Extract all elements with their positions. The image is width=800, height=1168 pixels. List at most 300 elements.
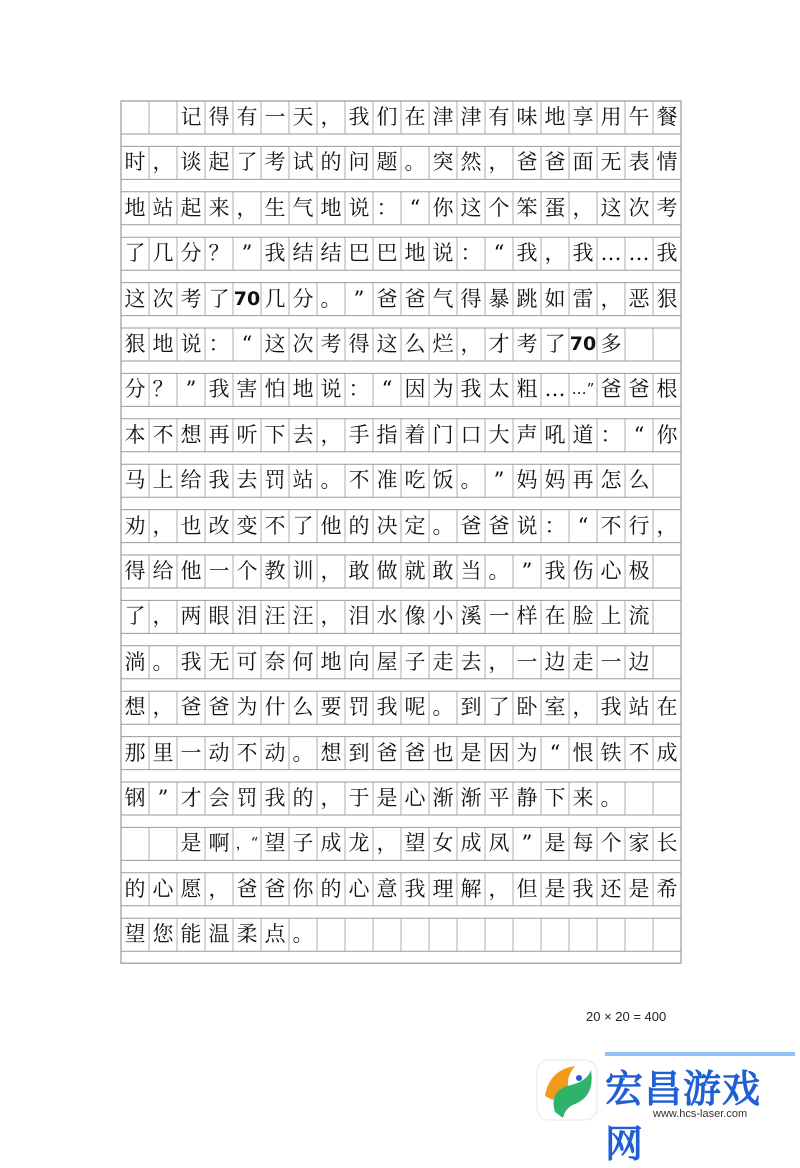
grid-cell: 站 [628, 695, 650, 720]
grid-cell: 动 [208, 740, 230, 765]
grid-cell: ， [572, 195, 594, 220]
grid-cell: 溪 [460, 604, 482, 629]
grid-cell: 准 [376, 468, 398, 493]
grid-cell: 改 [208, 513, 230, 538]
grid-cell: 个 [488, 195, 510, 220]
grid-cell: 个 [236, 559, 258, 583]
grid-cell: 爸 [544, 150, 566, 175]
grid-cell: … [544, 377, 566, 402]
grid-cell: 到 [460, 695, 482, 720]
grid-cell: 问 [348, 150, 370, 175]
grid-cell: 屋 [376, 649, 398, 674]
grid-cell: 是 [544, 876, 566, 901]
grid-cell: 这 [264, 332, 286, 356]
grid-cell: 试 [292, 150, 314, 175]
grid-cell: 心 [600, 559, 622, 583]
grid-cell: 在 [404, 105, 426, 129]
grid-cell: 像 [404, 604, 426, 629]
grid-cell: 。 [488, 559, 510, 583]
essay-line [121, 419, 681, 452]
grid-cell: ， [544, 241, 566, 266]
grid-cell: 我 [376, 695, 398, 720]
grid-cell: 爸 [628, 377, 650, 402]
grid-cell: ， [376, 831, 398, 856]
grid-cell [653, 782, 681, 815]
watermark-accent-bar [605, 1052, 795, 1056]
grid-cell: 我 [348, 105, 370, 129]
grid-cell: 敢 [348, 559, 370, 583]
grid-cell: 爸 [180, 695, 202, 720]
grid-cell: 平 [488, 786, 510, 810]
grid-cell: 们 [376, 105, 398, 129]
grid-cell: 样 [516, 604, 538, 629]
grid-cell: 来 [572, 786, 594, 810]
grid-cell: 解 [460, 876, 482, 901]
grid-cell: 边 [628, 649, 650, 674]
grid-cell: 地 [292, 377, 314, 402]
grid-cell: 爸 [600, 377, 622, 402]
grid-cell: 子 [292, 831, 314, 856]
grid-cell: 给 [152, 559, 174, 583]
grid-cell: 你 [292, 876, 314, 901]
grid-cell: 你 [432, 195, 454, 220]
grid-cell [541, 918, 569, 951]
grid-cell: 考 [656, 195, 678, 220]
grid-cell: 你 [656, 422, 678, 447]
grid-cell: 的 [124, 876, 146, 901]
grid-cell: 了 [544, 332, 566, 356]
grid-cell: 罚 [348, 695, 370, 720]
grid-cell: 小 [432, 604, 454, 629]
grid-cell: 给 [180, 468, 202, 493]
grid-cell: 根 [656, 377, 678, 402]
grid-cell: 一 [488, 604, 510, 629]
grid-cell: 不 [236, 740, 258, 765]
grid-cell: 就 [404, 559, 426, 583]
grid-cell: 用 [600, 105, 622, 129]
grid-cell: “ [381, 377, 393, 402]
grid-cell: 劝 [124, 513, 146, 538]
grid-cell: 我 [208, 377, 230, 402]
grid-cell: 大 [488, 422, 510, 447]
grid-cell: 边 [544, 649, 566, 674]
grid-cell: ” [521, 831, 533, 856]
grid-cell: 爸 [208, 695, 230, 720]
essay-line [121, 283, 681, 316]
grid-cell: 泪 [348, 604, 370, 629]
grid-cell: 来 [208, 195, 230, 220]
grid-cell: 如 [544, 286, 566, 311]
grid-cell: 爸 [404, 286, 426, 311]
grid-cell: 味 [516, 105, 538, 129]
grid-cell: 为 [516, 740, 538, 765]
grid-cell: “ [549, 740, 561, 765]
grid-cell: 爸 [376, 286, 398, 311]
grid-cell: 着 [404, 422, 426, 447]
grid-cell: 吃 [404, 468, 426, 493]
grid-cell: 马 [124, 468, 146, 493]
grid-cell [121, 101, 149, 134]
grid-cell: 女 [432, 831, 454, 856]
grid-cell: 妈 [516, 468, 538, 493]
grid-cell: “ [577, 513, 589, 538]
grid-cell: 走 [432, 649, 454, 674]
grid-cell [625, 918, 653, 951]
grid-cell: ？ [208, 241, 230, 266]
grid-cell: 口 [460, 422, 482, 447]
grid-cell: 多 [600, 332, 622, 356]
grid-cell: 声 [516, 422, 538, 447]
grid-cell: 才 [488, 332, 510, 356]
grid-cell: 不 [152, 422, 174, 447]
dragon-logo-icon [535, 1056, 599, 1124]
grid-cell: 几 [152, 241, 174, 266]
grid-cell: 次 [152, 286, 174, 311]
grid-cell: “ [633, 422, 645, 447]
grid-cell: 说 [180, 332, 202, 356]
grid-cell: 爸 [488, 513, 510, 538]
grid-cell [597, 918, 625, 951]
grid-cell: 么 [292, 695, 314, 720]
grid-cell: 罚 [264, 468, 286, 493]
grid-cell: 柔 [236, 922, 258, 947]
grid-cell: 我 [544, 559, 566, 583]
grid-cell [121, 827, 149, 860]
grid-cell: 午 [628, 105, 650, 129]
watermark-url: www.hcs-laser.com [653, 1108, 748, 1120]
grid-cell [653, 464, 681, 497]
grid-cell: 里 [152, 740, 174, 765]
grid-cell: 的 [320, 150, 342, 175]
grid-cell: 我 [180, 649, 202, 674]
essay-line [121, 464, 681, 497]
grid-cell [485, 918, 513, 951]
grid-cell: 在 [656, 695, 678, 720]
grid-cell: 得 [124, 559, 146, 583]
grid-cell: 一 [180, 740, 202, 765]
grid-cell: 津 [432, 105, 454, 129]
grid-cell: 个 [600, 831, 622, 856]
grid-cell [317, 918, 345, 951]
grid-cell: 是 [376, 786, 398, 810]
grid-cell: 蛋 [544, 195, 566, 220]
grid-cell: 这 [600, 195, 622, 220]
grid-cell: 做 [376, 559, 398, 583]
grid-cell: 了 [124, 604, 146, 629]
grid-cell: 考 [320, 332, 342, 356]
essay-line [121, 510, 681, 543]
grid-cell: 那 [124, 740, 146, 765]
grid-cell: 望 [264, 831, 286, 856]
grid-cell: ： [460, 241, 482, 266]
essay-line [121, 373, 681, 406]
grid-cell: 我 [572, 876, 594, 901]
grid-cell: 我 [516, 241, 538, 266]
grid-cell: 上 [152, 468, 174, 493]
grid-cell: 极 [628, 559, 650, 583]
essay-line [121, 918, 681, 951]
grid-cell: 指 [376, 422, 398, 447]
grid-cell: 考 [180, 286, 202, 311]
grid-cell: 走 [572, 649, 594, 674]
grid-cell: 淌 [124, 649, 146, 674]
grid-cell: 成 [320, 831, 342, 856]
grid-cell: 记 [180, 105, 202, 129]
grid-cell: 了 [124, 241, 146, 266]
grid-cell: 理 [432, 876, 454, 901]
grid-cell: 是 [544, 831, 566, 856]
grid-cell: 室 [544, 695, 566, 720]
essay-line [121, 737, 681, 770]
grid-cell: 训 [292, 559, 314, 583]
grid-cell: 害 [236, 377, 258, 402]
grid-cell: 在 [544, 604, 566, 629]
grid-cell [653, 918, 681, 951]
grid-cell: 爸 [516, 150, 538, 175]
grid-cell: 变 [236, 513, 258, 538]
essay-line [121, 328, 681, 361]
grid-cell: 。 [320, 468, 342, 493]
grid-cell: 再 [208, 422, 230, 447]
grid-cell: 凤 [488, 831, 510, 856]
grid-cell: 气 [292, 195, 314, 220]
grid-cell: 汪 [292, 604, 314, 629]
grid-cell: 家 [628, 831, 650, 856]
grid-cell: 行 [628, 513, 650, 538]
grid-cell: 希 [656, 876, 678, 901]
essay-line [121, 782, 681, 815]
grid-cell: 餐 [656, 105, 678, 129]
grid-cell: 暴 [488, 286, 510, 311]
grid-cell: ， [320, 786, 342, 810]
grid-cell: 啊 [208, 831, 230, 856]
grid-cell: 情 [656, 150, 678, 175]
grid-cell: 要 [320, 695, 342, 720]
grid-cell: 分 [180, 241, 202, 266]
grid-cell: “ [409, 195, 421, 220]
grid-cell: ： [544, 513, 566, 538]
grid-cell: 不 [348, 468, 370, 493]
grid-cell: 望 [124, 922, 146, 947]
grid-cell: 为 [432, 377, 454, 402]
grid-cell: 去 [236, 468, 258, 493]
grid-cell: …” [571, 380, 595, 399]
grid-cell: 铁 [600, 740, 622, 765]
grid-cell: 点 [264, 922, 286, 947]
grid-cell: 呢 [404, 695, 426, 720]
grid-cell: 了 [488, 695, 510, 720]
grid-cell: 我 [656, 241, 678, 266]
grid-cell: 想 [180, 422, 202, 447]
grid-cell: 地 [544, 105, 566, 129]
watermark-site-name: 宏昌游戏网 [605, 1067, 762, 1166]
grid-cell: ， [236, 195, 258, 220]
grid-cell: 说 [320, 377, 342, 402]
grid-cell: ， [208, 876, 230, 901]
grid-cell: 于 [348, 786, 370, 810]
grid-cell: ： [600, 422, 622, 447]
grid-cell: 70 [233, 287, 261, 310]
grid-cell: 爸 [236, 876, 258, 901]
grid-cell: 得 [348, 332, 370, 356]
grid-cell: 定 [404, 513, 426, 538]
grid-cell: 无 [600, 150, 622, 175]
grid-cell: 地 [152, 332, 174, 356]
grid-cell: 我 [208, 468, 230, 493]
grid-cell: 这 [376, 332, 398, 356]
grid-cell: ， [152, 695, 174, 720]
grid-cell: 次 [292, 332, 314, 356]
grid-cell: 地 [124, 195, 146, 220]
grid-cell: 我 [572, 241, 594, 266]
grid-cell: 不 [628, 740, 650, 765]
grid-cell: 我 [404, 876, 426, 901]
grid-cell: 70 [569, 333, 597, 355]
grid-cell: 津 [460, 105, 482, 129]
grid-cell: 然 [460, 150, 482, 175]
grid-cell: 这 [460, 195, 482, 220]
grid-cell: ， [460, 332, 482, 356]
grid-cell: 。 [320, 286, 342, 311]
grid-cell: 流 [628, 604, 650, 629]
grid-cell: 站 [152, 195, 174, 220]
grid-cell: 天 [292, 105, 314, 129]
grid-cell [653, 646, 681, 679]
grid-cell: 眼 [208, 604, 230, 629]
grid-cell [457, 918, 485, 951]
grid-cell: 他 [180, 559, 202, 583]
grid-cell: 敢 [432, 559, 454, 583]
grid-cell: 爸 [376, 740, 398, 765]
grid-cell: 说 [516, 513, 538, 538]
grid-cell: 会 [208, 786, 230, 810]
grid-cell: 的 [320, 876, 342, 901]
grid-cell: 因 [488, 740, 510, 765]
grid-cell: 泪 [236, 604, 258, 629]
grid-cell: 再 [572, 468, 594, 493]
grid-cell: 。 [292, 740, 314, 765]
grid-cell: 教 [264, 559, 286, 583]
grid-cell: 巴 [348, 241, 370, 266]
grid-cell [569, 918, 597, 951]
grid-cell: 我 [264, 786, 286, 810]
grid-cell: 能 [180, 922, 202, 947]
grid-cell: 爸 [404, 740, 426, 765]
grid-cell: 了 [208, 286, 230, 311]
grid-cell: 吼 [544, 422, 566, 447]
grid-cell: 成 [656, 740, 678, 765]
grid-cell [513, 918, 541, 951]
grid-cell: 一 [208, 559, 230, 583]
grid-cell: 温 [208, 922, 230, 947]
grid-cell: 无 [208, 649, 230, 674]
grid-cell [653, 328, 681, 361]
grid-cell: 去 [460, 649, 482, 674]
grid-cell: 有 [488, 105, 510, 129]
grid-cell [653, 600, 681, 633]
essay-line [121, 646, 681, 679]
grid-cell: 奈 [264, 649, 286, 674]
grid-cell: 。 [460, 468, 482, 493]
grid-cell: 。 [432, 513, 454, 538]
grid-cell: 雷 [572, 286, 594, 311]
grid-cell: 下 [544, 786, 566, 810]
grid-cell: ” [493, 468, 505, 493]
grid-cell: 分 [124, 377, 146, 402]
grid-cell: 结 [292, 241, 314, 266]
grid-cell: 您 [152, 922, 174, 947]
grid-cell: 到 [348, 740, 370, 765]
grid-cell: 。 [292, 922, 314, 947]
grid-cell: 钢 [124, 786, 146, 810]
grid-cell: 上 [600, 604, 622, 629]
grid-cell: 时 [124, 150, 146, 175]
grid-cell: 我 [460, 377, 482, 402]
grid-cell: ： [348, 377, 370, 402]
grid-cell: 妈 [544, 468, 566, 493]
grid-cell: 地 [404, 241, 426, 266]
grid-cell: 渐 [432, 786, 454, 810]
essay-line [121, 555, 681, 588]
grid-cell: 为 [236, 695, 258, 720]
grid-cell: 狠 [124, 332, 146, 356]
grid-cell: 动 [264, 740, 286, 765]
grid-cell: 站 [292, 468, 314, 493]
grid-cell [625, 328, 653, 361]
grid-cell: … [600, 241, 622, 266]
grid-cell: 次 [628, 195, 650, 220]
grid-cell: 卧 [516, 695, 538, 720]
grid-cell: 当 [460, 559, 482, 583]
grid-cell: ” [185, 377, 197, 402]
grid-cell: 意 [376, 876, 398, 901]
grid-cell: 考 [516, 332, 538, 356]
grid-cell: 才 [180, 786, 202, 810]
grid-cell: 突 [432, 150, 454, 175]
grid-cell: ： [208, 332, 230, 356]
grid-cell: 一 [516, 649, 538, 674]
grid-cell: ” [241, 241, 253, 266]
grid-cell: 跳 [516, 286, 538, 311]
grid-cell: 是 [460, 740, 482, 765]
grid-cell: ， [488, 876, 510, 901]
grid-cell: 烂 [432, 332, 454, 356]
grid-cell: 门 [432, 422, 454, 447]
grid-cell: 道 [572, 422, 594, 447]
grid-cell: 恶 [628, 286, 650, 311]
grid-cell: ” [353, 286, 365, 311]
grid-cell [373, 918, 401, 951]
essay-line [121, 101, 681, 134]
grid-cell: 了 [236, 150, 258, 175]
grid-cell: 罚 [236, 786, 258, 810]
grid-cell: 也 [432, 740, 454, 765]
grid-cell: 太 [488, 377, 510, 402]
grid-cell: 汪 [264, 604, 286, 629]
grid-cell: ， [152, 513, 174, 538]
grid-cell: 谈 [180, 150, 202, 175]
grid-cell: 一 [264, 105, 286, 129]
grid-cell: 的 [292, 786, 314, 810]
grid-cell: 两 [180, 604, 202, 629]
grid-cell: 下 [264, 422, 286, 447]
essay-line [121, 827, 681, 860]
grid-cell: 子 [404, 649, 426, 674]
grid-cell: 什 [264, 695, 286, 720]
grid-cell: 笨 [516, 195, 538, 220]
grid-cell: “ [493, 241, 505, 266]
grid-cell: 成 [460, 831, 482, 856]
